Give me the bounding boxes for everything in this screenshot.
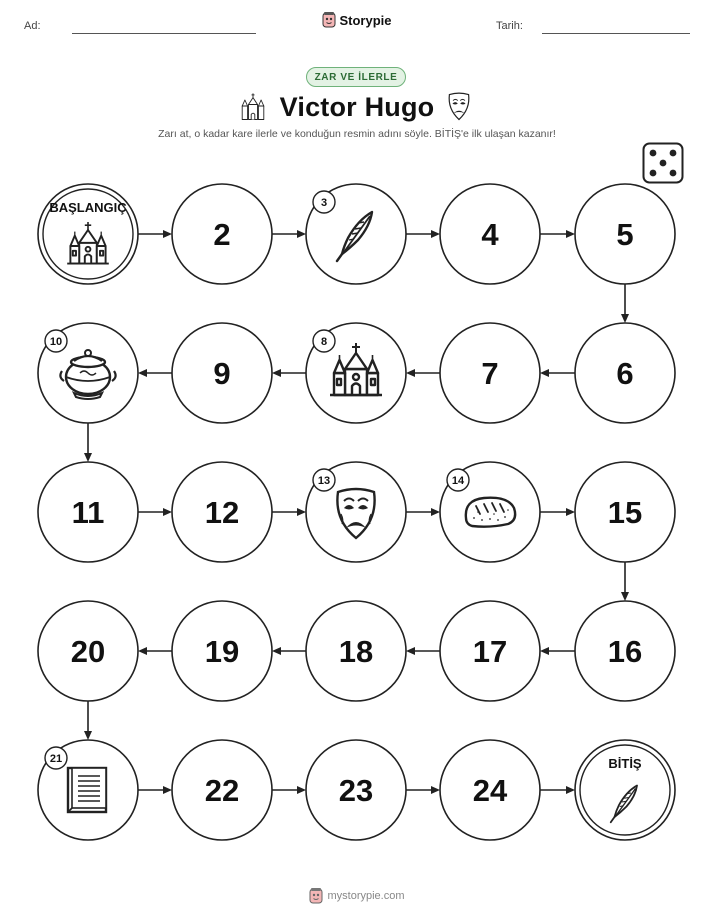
square-number: 16 (607, 634, 643, 669)
path-arrow (272, 647, 306, 655)
square-number: 20 (70, 634, 106, 669)
square-number: 5 (616, 217, 634, 252)
board-square-20[interactable] (38, 601, 138, 701)
path-arrow (540, 369, 575, 377)
board-square-9[interactable] (172, 323, 272, 423)
path-arrow (540, 230, 575, 238)
board-square-3[interactable] (306, 184, 406, 284)
path-arrow (621, 284, 629, 323)
board-square-14[interactable] (440, 462, 540, 562)
path-arrow (138, 786, 172, 794)
square-number: 22 (204, 773, 240, 808)
path-arrow (272, 786, 306, 794)
square-circle (575, 740, 675, 840)
square-number: 2 (213, 217, 231, 252)
square-number: 18 (338, 634, 374, 669)
path-arrow (540, 647, 575, 655)
board-square-18[interactable] (306, 601, 406, 701)
path-arrow (138, 647, 172, 655)
board-square-13[interactable] (306, 462, 406, 562)
board-square-8[interactable] (306, 323, 406, 423)
board-square-17[interactable] (440, 601, 540, 701)
square-number: 17 (472, 634, 508, 669)
board-square-5[interactable] (575, 184, 675, 284)
square-number: 7 (481, 356, 499, 391)
path-arrow (138, 508, 172, 516)
square-number: 9 (213, 356, 231, 391)
board-square-2[interactable] (172, 184, 272, 284)
badge-number: 21 (49, 753, 63, 765)
square-number: 19 (204, 634, 240, 669)
square-number: 11 (71, 495, 105, 530)
board-square-12[interactable] (172, 462, 272, 562)
board-square-23[interactable] (306, 740, 406, 840)
board-square-24[interactable] (440, 740, 540, 840)
path-arrow (406, 230, 440, 238)
square-number: 6 (616, 356, 634, 391)
square-number: 23 (338, 773, 374, 808)
path-arrow (621, 562, 629, 601)
board-square-25[interactable] (575, 740, 675, 840)
game-type-tag: ZAR VE İLERLE (306, 67, 406, 87)
brand-name: Storypie (339, 12, 392, 28)
board-square-6[interactable] (575, 323, 675, 423)
square-number: 12 (204, 495, 240, 530)
board-square-15[interactable] (575, 462, 675, 562)
path-arrow (138, 230, 172, 238)
badge-number: 13 (317, 475, 331, 487)
path-arrow (84, 701, 92, 740)
path-arrow (406, 786, 440, 794)
board-square-11[interactable] (38, 462, 138, 562)
badge-number: 8 (320, 336, 328, 348)
square-number: 24 (472, 773, 508, 808)
board-square-1[interactable] (38, 184, 138, 284)
page-title: Victor Hugo (279, 92, 435, 122)
name-label: Ad: (24, 20, 41, 32)
instructions-text: Zarı at, o kadar kare ilerle ve konduğun resmin adını söyle. BİTİŞ'e ilk ulaşan kazanır! (158, 128, 556, 140)
board-square-10[interactable] (38, 323, 138, 423)
start-label: BAŞLANGIÇ (49, 200, 127, 215)
square-number: 4 (481, 217, 499, 252)
bread-icon (466, 498, 515, 527)
path-arrow (272, 508, 306, 516)
storypie-logo-icon (309, 888, 323, 904)
footer (0, 888, 714, 907)
path-arrow (406, 508, 440, 516)
path-arrow (84, 423, 92, 462)
path-arrow (272, 369, 306, 377)
path-arrow (406, 369, 440, 377)
path-arrow (138, 369, 172, 377)
path-arrow (272, 230, 306, 238)
book-icon (68, 768, 106, 812)
board-square-21[interactable] (38, 740, 138, 840)
footer-url[interactable]: mystorypie.com (327, 890, 405, 902)
badge-number: 10 (49, 336, 63, 348)
board-square-7[interactable] (440, 323, 540, 423)
board-square-22[interactable] (172, 740, 272, 840)
square-number: 15 (607, 495, 643, 530)
finish-label: BİTİŞ (608, 756, 642, 771)
badge-number: 3 (320, 197, 328, 209)
board-square-4[interactable] (440, 184, 540, 284)
date-label: Tarih: (496, 20, 523, 32)
board-square-16[interactable] (575, 601, 675, 701)
board-square-19[interactable] (172, 601, 272, 701)
path-arrow (540, 508, 575, 516)
badge-number: 14 (451, 475, 465, 487)
path-arrow (406, 647, 440, 655)
path-arrow (540, 786, 575, 794)
